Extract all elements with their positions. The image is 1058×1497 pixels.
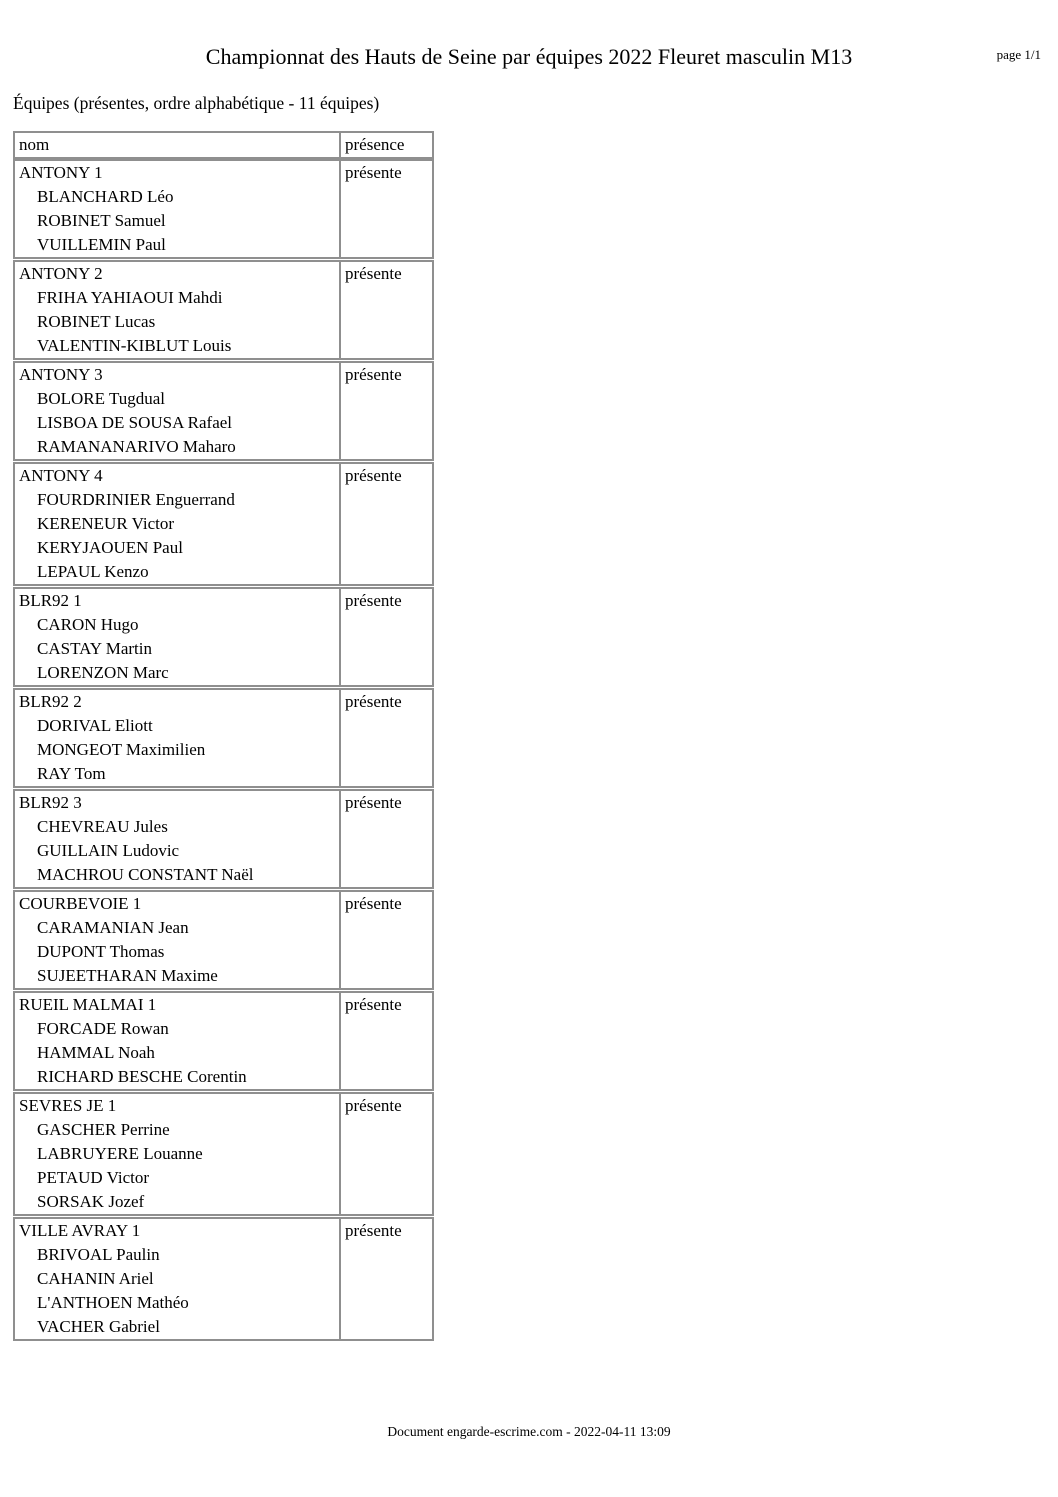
team-member: CARON Hugo [37, 615, 139, 634]
page-title: Championnat des Hauts de Seine par équipes 2022 Fleuret masculin M13 [205, 44, 853, 69]
team-block [13, 587, 434, 687]
team-block [13, 688, 434, 788]
document-footer: Document engarde-escrime.com - 2022-04-11 13:09 [387, 1424, 671, 1439]
team-name: RUEIL MALMAI 1 [19, 995, 157, 1014]
team-name-cell [15, 690, 341, 786]
team-name: VILLE AVRAY 1 [19, 1221, 141, 1240]
team-name: COURBEVOIE 1 [19, 894, 142, 913]
team-member: SORSAK Jozef [37, 1192, 145, 1211]
team-name-cell [15, 363, 341, 459]
team-name: ANTONY 4 [19, 466, 103, 485]
team-name-cell [15, 161, 341, 257]
team-member: HAMMAL Noah [37, 1043, 155, 1062]
column-header-presence: présence [345, 135, 405, 154]
team-presence: présente [345, 692, 402, 711]
team-member: CAHANIN Ariel [37, 1269, 154, 1288]
team-member: GASCHER Perrine [37, 1120, 170, 1139]
team-presence: présente [345, 1221, 402, 1240]
team-member: MACHROU CONSTANT Naël [37, 865, 254, 884]
team-name-cell [15, 791, 341, 887]
team-member: BLANCHARD Léo [37, 187, 174, 206]
team-name-cell [15, 589, 341, 685]
page-number: page 1/1 [996, 47, 1041, 62]
team-member: CASTAY Martin [37, 639, 152, 658]
team-member: LORENZON Marc [37, 663, 169, 682]
team-member: L'ANTHOEN Mathéo [37, 1293, 189, 1312]
team-name: BLR92 2 [19, 692, 82, 711]
team-member: MONGEOT Maximilien [37, 740, 206, 759]
team-member: LEPAUL Kenzo [37, 562, 149, 581]
teams-table [13, 131, 434, 1341]
team-block [13, 1217, 434, 1341]
team-member: KERYJAOUEN Paul [37, 538, 183, 557]
team-member: ROBINET Lucas [37, 312, 156, 331]
team-block [13, 789, 434, 889]
team-member: CHEVREAU Jules [37, 817, 168, 836]
team-member: VUILLEMIN Paul [37, 235, 166, 254]
team-name: ANTONY 2 [19, 264, 103, 283]
team-block [13, 890, 434, 990]
team-member: BOLORE Tugdual [37, 389, 165, 408]
team-block [13, 1092, 434, 1216]
team-presence: présente [345, 466, 402, 485]
team-member: LABRUYERE Louanne [37, 1144, 203, 1163]
teams-subtitle: Équipes (présentes, ordre alphabétique - 11 équipes) [13, 93, 380, 113]
team-member: PETAUD Victor [37, 1168, 150, 1187]
team-member: SUJEETHARAN Maxime [37, 966, 218, 985]
team-member: ROBINET Samuel [37, 211, 166, 230]
team-name-cell [15, 464, 341, 584]
team-presence: présente [345, 163, 402, 182]
team-name: BLR92 3 [19, 793, 82, 812]
team-member: BRIVOAL Paulin [37, 1245, 160, 1264]
team-member: KERENEUR Victor [37, 514, 175, 533]
team-member: FOURDRINIER Enguerrand [37, 490, 235, 509]
team-member: FRIHA YAHIAOUI Mahdi [37, 288, 223, 307]
team-name-cell [15, 993, 341, 1089]
team-presence: présente [345, 365, 402, 384]
team-block [13, 159, 434, 259]
team-name-cell [15, 1094, 341, 1214]
team-presence: présente [345, 793, 402, 812]
team-presence: présente [345, 894, 402, 913]
team-name-cell [15, 262, 341, 358]
team-member: RICHARD BESCHE Corentin [37, 1067, 247, 1086]
table-header-row [13, 131, 434, 159]
team-name: ANTONY 3 [19, 365, 103, 384]
team-member: GUILLAIN Ludovic [37, 841, 180, 860]
team-member: RAMANANARIVO Maharo [37, 437, 236, 456]
team-presence: présente [345, 1096, 402, 1115]
team-presence: présente [345, 995, 402, 1014]
team-name-cell [15, 1219, 341, 1339]
teams-container [13, 159, 434, 1341]
team-member: RAY Tom [37, 764, 106, 783]
team-block [13, 991, 434, 1091]
team-member: VALENTIN-KIBLUT Louis [37, 336, 232, 355]
team-member: FORCADE Rowan [37, 1019, 169, 1038]
team-name: BLR92 1 [19, 591, 82, 610]
team-presence: présente [345, 264, 402, 283]
team-member: VACHER Gabriel [37, 1317, 160, 1336]
team-member: CARAMANIAN Jean [37, 918, 189, 937]
team-member: LISBOA DE SOUSA Rafael [37, 413, 233, 432]
team-member: DORIVAL Eliott [37, 716, 153, 735]
team-member: DUPONT Thomas [37, 942, 165, 961]
column-header-name: nom [15, 133, 341, 157]
team-presence: présente [345, 591, 402, 610]
team-name: ANTONY 1 [19, 163, 103, 182]
team-name-cell [15, 892, 341, 988]
team-block [13, 462, 434, 586]
team-name: SEVRES JE 1 [19, 1096, 117, 1115]
team-block [13, 361, 434, 461]
team-block [13, 260, 434, 360]
